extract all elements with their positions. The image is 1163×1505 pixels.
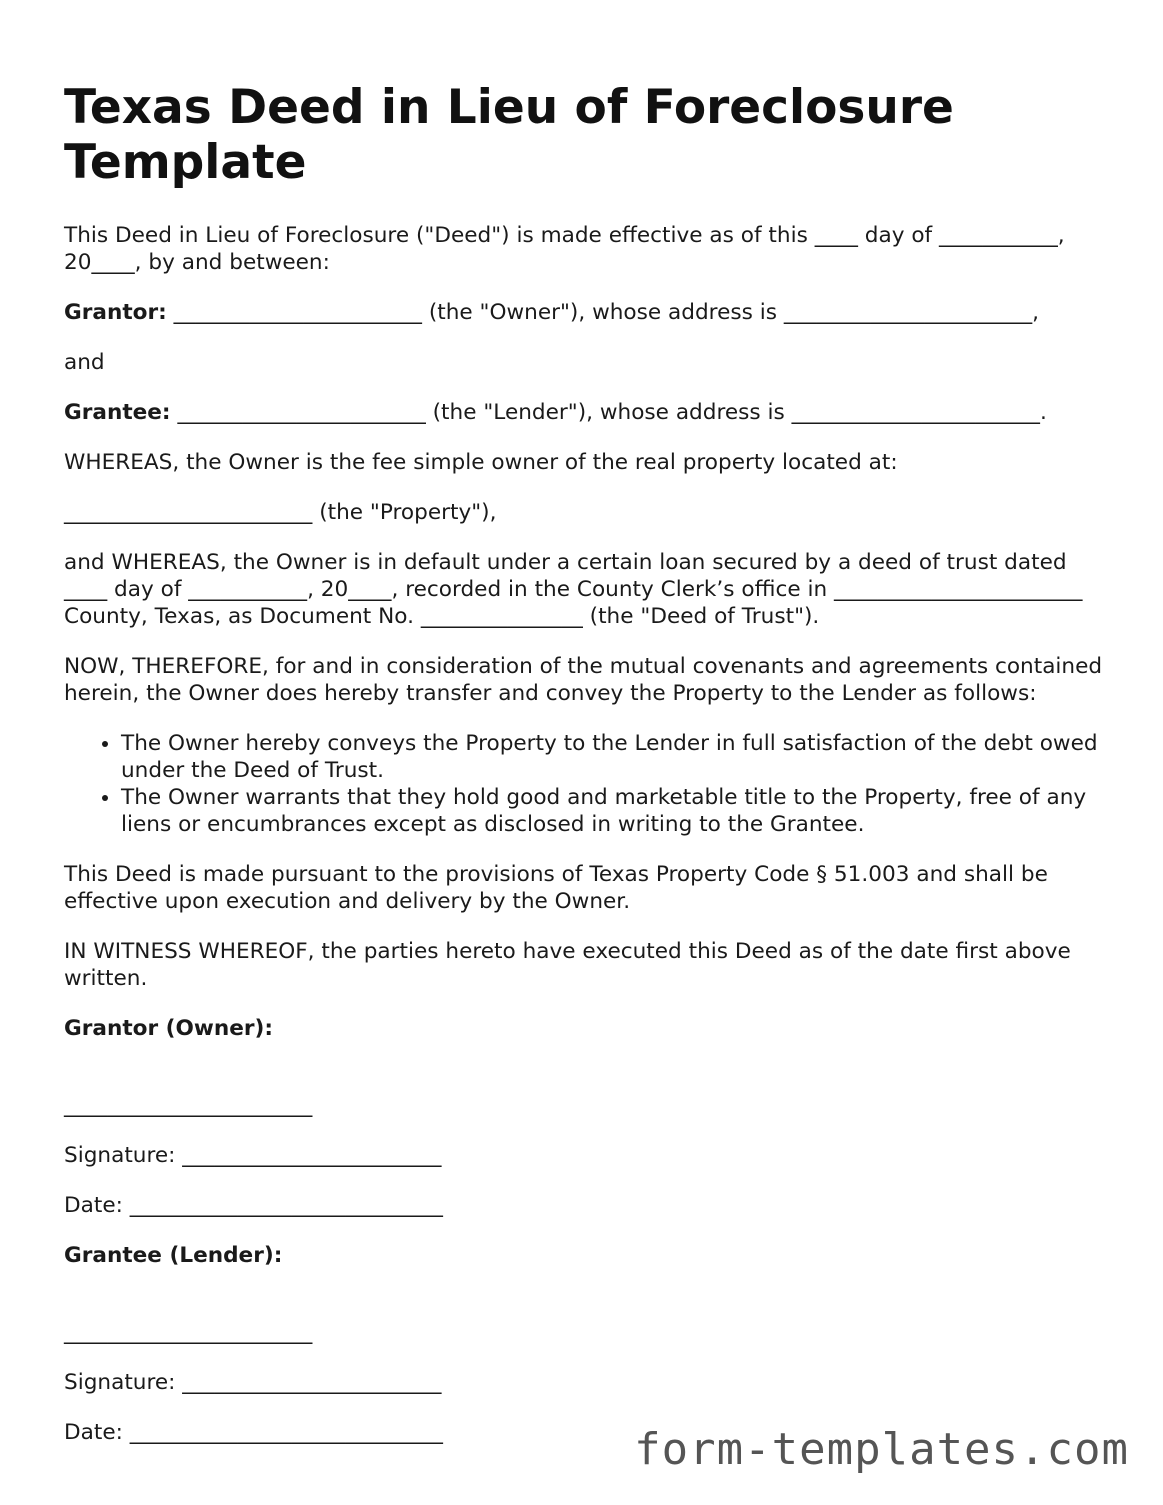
spacer [64, 1065, 1114, 1092]
grantee-label: Grantee: [64, 400, 171, 425]
document-page [64, 80, 1114, 1469]
and-text: and [64, 350, 105, 375]
page-title: Texas Deed in Lieu of Foreclosure Template [64, 80, 954, 190]
grantee-date-line: Date: _____________________________ [64, 1420, 443, 1445]
grantor-label: Grantor: [64, 300, 167, 325]
grantee-name-line: _______________________ [64, 1320, 313, 1345]
grantee-signature-heading: Grantee (Lender): [64, 1243, 283, 1268]
whereas-paragraph-1: WHEREAS, the Owner is the fee simple owner of the real property located at: [64, 450, 898, 475]
property-line: _______________________ (the "Property"), [64, 500, 497, 525]
grantee-signature-line: Signature: ________________________ [64, 1370, 442, 1395]
whereas-paragraph-2: and WHEREAS, the Owner is in default under a certain loan secured by a deed of trust dated ____ day of ___________, 20____, recorded in the County Clerk’s office in _______________________ County, Texas, as Document No. _______________ (the "Deed of Trust"). [64, 550, 1083, 629]
grantor-name-line: _______________________ [64, 1093, 313, 1118]
witness-paragraph: IN WITNESS WHEREOF, the parties hereto have executed this Deed as of the date first above written. [64, 939, 1071, 991]
grantor-text: _______________________ (the "Owner"), whose address is _______________________, [166, 300, 1040, 325]
grantor-line [64, 299, 1114, 326]
now-therefore-paragraph: NOW, THEREFORE, for and in consideration of the mutual covenants and agreements contained herein, the Owner does hereby transfer and convey the Property to the Lender as follows: [64, 654, 1103, 706]
grantee-text: _______________________ (the "Lender"), whose address is _______________________. [170, 400, 1047, 425]
grantor-signature-line: Signature: ________________________ [64, 1143, 442, 1168]
spacer [64, 1292, 1114, 1319]
site-watermark: form-templates.com [634, 1424, 1129, 1475]
grantor-signature-heading: Grantor (Owner): [64, 1016, 273, 1041]
intro-paragraph: This Deed in Lieu of Foreclosure ("Deed") is made effective as of this ____ day of ___________, 20____, by and between: [64, 223, 1065, 275]
list-item: • The Owner warrants that they hold good and marketable title to the Property, free of any liens or encumbrances except as disclosed in writing to the Grantee. [121, 784, 1114, 838]
grantee-line [64, 399, 1114, 426]
terms-list [64, 730, 1114, 838]
property-code-paragraph: This Deed is made pursuant to the provisions of Texas Property Code § 51.003 and shall be effective upon execution and delivery by the Owner. [64, 862, 1048, 914]
grantor-date-line: Date: _____________________________ [64, 1193, 443, 1218]
list-item: • The Owner hereby conveys the Property to the Lender in full satisfaction of the debt owed under the Deed of Trust. [121, 730, 1114, 784]
